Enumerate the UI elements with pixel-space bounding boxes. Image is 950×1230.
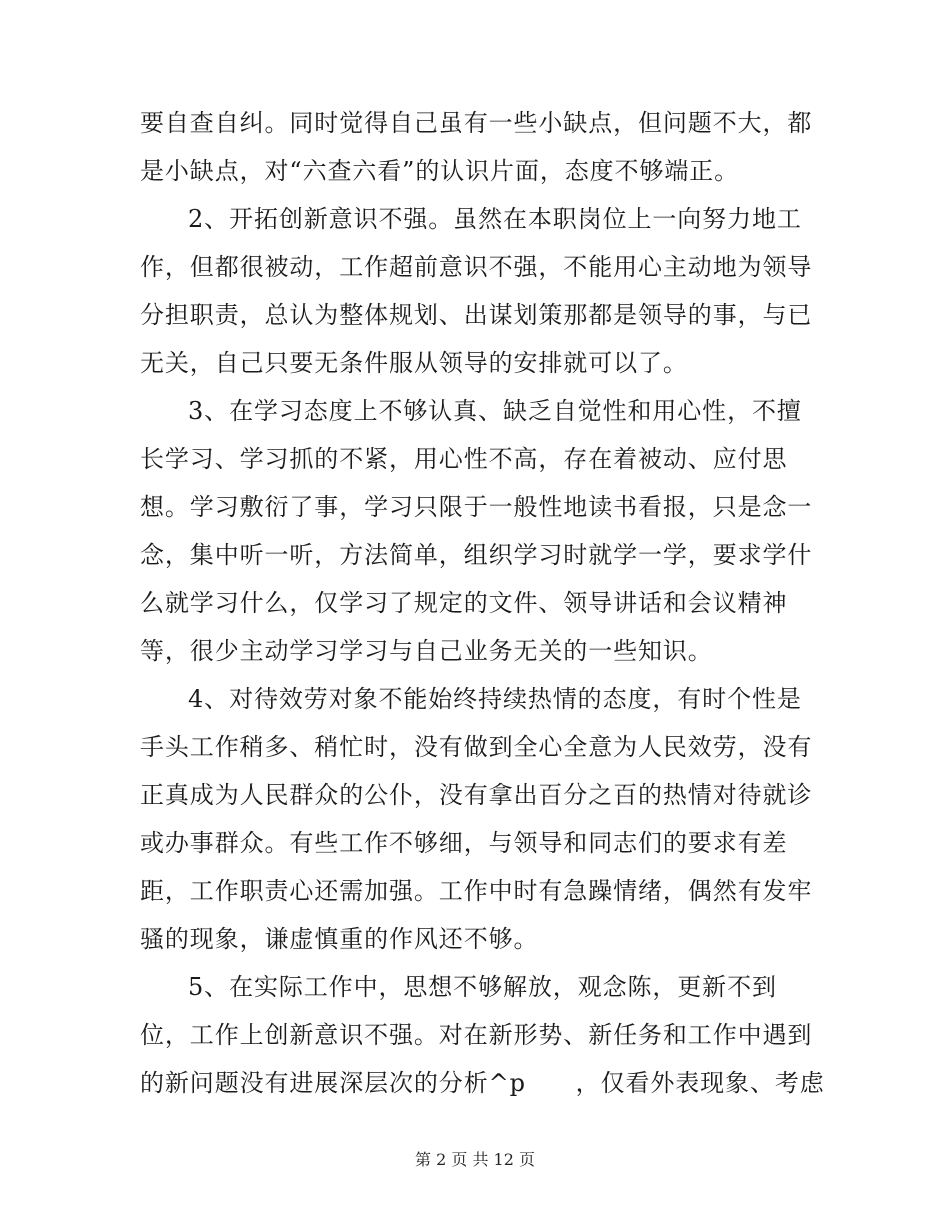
text-line: 正真成为人民群众的公仆，没有拿出百分之百的热情对待就诊 bbox=[140, 781, 813, 809]
text-line: 念，集中听一听，方法简单，组织学习时就学一学，要求学什 bbox=[140, 541, 813, 569]
text-line: 是小缺点，对“六查六看”的认识片面，态度不够端正。 bbox=[140, 157, 740, 185]
text-line: 作，但都很被动，工作超前意识不强，不能用心主动地为领导 bbox=[140, 253, 813, 281]
text-line: 长学习、学习抓的不紧，用心性不高，存在着被动、应付思 bbox=[140, 445, 788, 473]
text-line: 位，工作上创新意识不强。对在新形势、新任务和工作中遇到 bbox=[140, 1021, 813, 1049]
text-line: 等，很少主动学习学习与自己业务无关的一些知识。 bbox=[140, 637, 713, 665]
text-line: 距，工作职责心还需加强。工作中时有急躁情绪，偶然有发牢 bbox=[140, 877, 813, 905]
text-line: 想。学习敷衍了事，学习只限于一般性地读书看报，只是念一 bbox=[140, 493, 813, 521]
text-line: 或办事群众。有些工作不够细，与领导和同志们的要求有差 bbox=[140, 829, 788, 857]
text-line: 无关，自己只要无条件服从领导的安排就可以了。 bbox=[140, 349, 688, 377]
text-line: 骚的现象，谦虚慎重的作风还不够。 bbox=[140, 925, 539, 953]
paragraph-start-line: 5、在实际工作中，思想不够解放，观念陈，更新不到 bbox=[188, 973, 777, 1001]
text-line: 的新问题没有进展深层次的分析^p ，仅看外表现象、考虑 bbox=[140, 1069, 825, 1097]
text-line: 分担职责，总认为整体规划、出谋划策那都是领导的事，与已 bbox=[140, 301, 813, 329]
paragraph-start-line: 3、在学习态度上不够认真、缺乏自觉性和用心性，不擅 bbox=[188, 397, 802, 425]
text-line: 手头工作稍多、稍忙时，没有做到全心全意为人民效劳，没有 bbox=[140, 733, 813, 761]
text-line: 要自查自纠。同时觉得自己虽有一些小缺点，但问题不大，都 bbox=[140, 109, 813, 137]
page-number-footer: 第 2 页 共 12 页 bbox=[415, 1150, 535, 1169]
paragraph-start-line: 4、对待效劳对象不能始终持续热情的态度，有时个性是 bbox=[188, 685, 802, 713]
text-line: 么就学习什么，仅学习了规定的文件、领导讲话和会议精神 bbox=[140, 589, 788, 617]
paragraph-start-line: 2、开拓创新意识不强。虽然在本职岗位上一向努力地工 bbox=[188, 205, 802, 233]
